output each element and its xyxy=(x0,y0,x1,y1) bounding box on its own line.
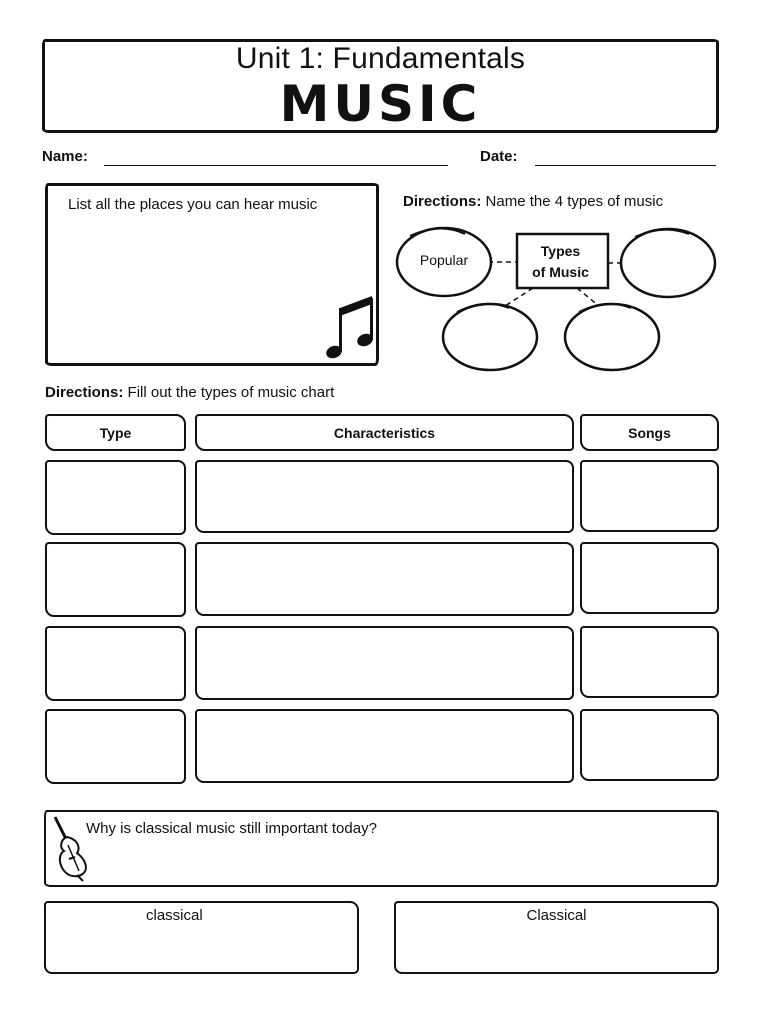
center-line-1: Types xyxy=(540,243,581,259)
page-title: MUSIC xyxy=(279,75,482,133)
directions-chart xyxy=(45,384,334,401)
center-line-2: of Music xyxy=(532,264,589,280)
header-box xyxy=(42,39,719,133)
directions-text: Fill out the types of music chart xyxy=(123,384,335,401)
cell-characteristics-4[interactable] xyxy=(195,709,574,783)
cell-songs-3[interactable] xyxy=(580,626,719,698)
directions-label: Directions: xyxy=(45,384,124,401)
directions-types xyxy=(403,193,663,210)
cell-characteristics-2[interactable] xyxy=(195,542,574,616)
cell-type-2[interactable] xyxy=(45,542,186,617)
answer-box-right[interactable] xyxy=(394,901,719,974)
places-box[interactable] xyxy=(45,183,379,366)
cell-songs-4[interactable] xyxy=(580,709,719,781)
cell-characteristics-3[interactable] xyxy=(195,626,574,700)
bubble-bottom-right[interactable] xyxy=(568,306,658,366)
answer-right-label: Classical xyxy=(526,907,587,924)
cell-type-3[interactable] xyxy=(45,626,186,701)
name-line[interactable] xyxy=(104,165,448,166)
cell-songs-2[interactable] xyxy=(580,542,719,614)
col-header-type: Type xyxy=(45,414,186,451)
places-prompt: List all the places you can hear music xyxy=(68,196,318,213)
date-label: Date: xyxy=(480,148,518,165)
bubble-popular[interactable]: Popular xyxy=(419,252,469,268)
cell-type-4[interactable] xyxy=(45,709,186,784)
col-header-characteristics: Characteristics xyxy=(195,414,574,451)
question-box[interactable] xyxy=(44,810,719,887)
unit-subtitle: Unit 1: Fundamentals xyxy=(235,42,526,75)
col-header-songs: Songs xyxy=(580,414,719,451)
types-center-label xyxy=(517,241,604,283)
cell-songs-1[interactable] xyxy=(580,460,719,532)
date-line[interactable] xyxy=(535,165,716,166)
name-label: Name: xyxy=(42,148,88,165)
directions-text: Name the 4 types of music xyxy=(481,193,664,210)
music-notes-icon xyxy=(326,294,378,362)
question-text: Why is classical music still important today? xyxy=(86,820,377,837)
bubble-bottom-left[interactable] xyxy=(446,306,536,366)
bubble-right[interactable] xyxy=(622,234,712,294)
violin-icon xyxy=(51,815,89,883)
cell-type-1[interactable] xyxy=(45,460,186,535)
cell-characteristics-1[interactable] xyxy=(195,460,574,533)
directions-label: Directions: xyxy=(403,193,482,210)
answer-box-left[interactable] xyxy=(44,901,359,974)
answer-left-label: classical xyxy=(146,907,203,924)
